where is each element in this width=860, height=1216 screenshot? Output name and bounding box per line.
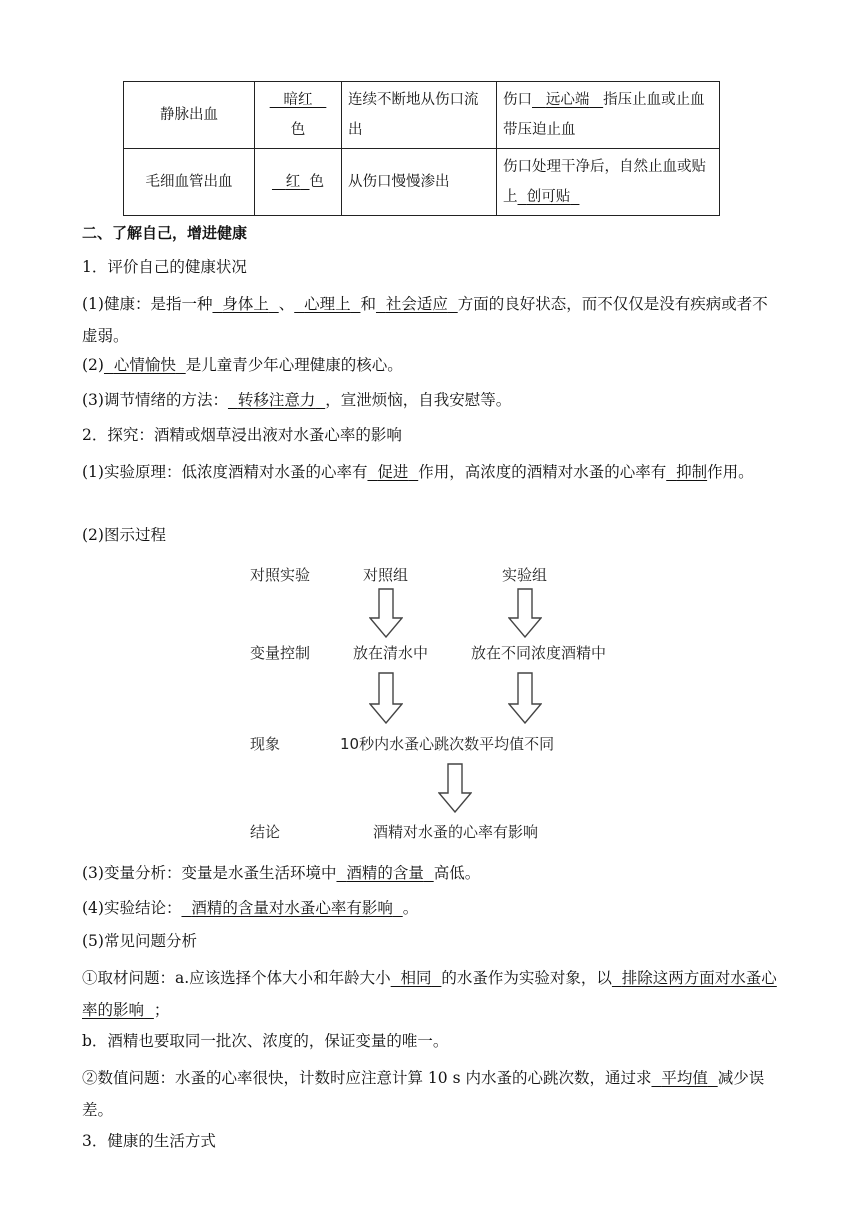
experiment-principle: (1)实验原理：低浓度酒精对水蚤的心率有 促进 作用，高浓度的酒精对水蚤的心率有 抑制作用。 [82, 463, 754, 481]
phenomenon-text: 10秒内水蚤心跳次数平均值不同 [340, 735, 555, 753]
answer-blank: 心理上 [304, 295, 351, 313]
answer-blank: 红 [285, 174, 301, 190]
feature-cell: 连续不断地从伤口流出 [342, 82, 497, 149]
row-label: 现象 [250, 735, 281, 753]
row-label: 变量控制 [250, 644, 311, 662]
answer-blank: 排除这两方面对水蚤心率的影响 [82, 969, 777, 1019]
blood-color-cell: 暗红 色 [255, 82, 342, 149]
answer-blank: 转移注意力 [237, 391, 316, 409]
table-row [124, 149, 720, 216]
answer-blank: 社会适应 [385, 295, 448, 313]
down-arrow-icon [369, 672, 403, 724]
answer-blank: 心情愉快 [113, 356, 176, 374]
emotion-regulation: (3)调节情绪的方法： 转移注意力 ，宣泄烦恼，自我安慰等。 [82, 391, 512, 409]
down-arrow-icon [508, 588, 542, 638]
material-selection: ①取材问题：a.应该选择个体大小和年龄大小 相同 的水蚤作为实验对象，以 排除这两方面对水蚤心率的影响 ； [82, 969, 777, 1019]
item-title: 2．探究：酒精或烟草浸出液对水蚤心率的影响 [82, 426, 402, 444]
bleed-type-cell: 毛细血管出血 [124, 149, 255, 216]
variable-analysis: (3)变量分析：变量是水蚤生活环境中 酒精的含量 高低。 [82, 864, 481, 882]
answer-blank: 远心端 [545, 92, 590, 108]
bleeding-table [123, 81, 720, 216]
control-group-label: 对照组 [363, 566, 409, 584]
conclusion-text: 酒精对水蚤的心率有影响 [373, 823, 539, 841]
alcohol-consistency: b．酒精也要取同一批次、浓度的，保证变量的唯一。 [82, 1032, 449, 1050]
row-label: 结论 [250, 823, 281, 841]
answer-blank: 抑制 [676, 463, 708, 481]
down-arrow-icon [508, 672, 542, 724]
answer-blank: 创可贴 [526, 189, 571, 205]
treatment-cell: 伤口处理干净后，自然止血或贴上 创可贴 [497, 149, 720, 216]
item-title: 1．评价自己的健康状况 [82, 258, 247, 276]
down-arrow-icon [369, 588, 403, 638]
answer-blank: 促进 [377, 463, 409, 481]
section-heading: 二、了解自己，增进健康 [82, 224, 248, 242]
health-definition: (1)健康：是指一种 身体上 、 心理上 和 社会适应 方面的良好状态，而不仅仅是没有疾病或者不虚弱。 [82, 295, 768, 345]
answer-blank: 相同 [400, 969, 432, 987]
answer-blank: 酒精的含量对水蚤心率有影响 [191, 899, 393, 917]
item-title: 3．健康的生活方式 [82, 1132, 216, 1150]
answer-blank: 身体上 [222, 295, 269, 313]
down-arrow-icon [438, 763, 472, 813]
common-problems-heading: (5)常见问题分析 [82, 932, 197, 950]
bleed-type-cell: 静脉出血 [124, 82, 255, 149]
experiment-conclusion: (4)实验结论： 酒精的含量对水蚤心率有影响 。 [82, 899, 419, 917]
mental-health-core: (2) 心情愉快 是儿童青少年心理健康的核心。 [82, 356, 403, 374]
experiment-group-label: 实验组 [502, 566, 548, 584]
row-label: 对照实验 [250, 566, 311, 584]
treatment-cell: 伤口 远心端 指压止血或止血带压迫止血 [497, 82, 720, 149]
answer-blank: 酒精的含量 [346, 864, 424, 882]
answer-blank: 平均值 [661, 1069, 708, 1087]
blood-color-cell: 红 色 [255, 149, 342, 216]
experiment-treatment: 放在不同浓度酒精中 [471, 644, 607, 662]
answer-blank: 暗红 [283, 92, 313, 108]
feature-cell: 从伤口慢慢渗出 [342, 149, 497, 216]
control-treatment: 放在清水中 [353, 644, 429, 662]
diagram-caption: (2)图示过程 [82, 526, 166, 544]
table-row [124, 82, 720, 149]
numeric-issue: ②数值问题：水蚤的心率很快，计数时应注意计算 10 s 内水蚤的心跳次数，通过求 平均值 减少误差。 [82, 1069, 765, 1119]
